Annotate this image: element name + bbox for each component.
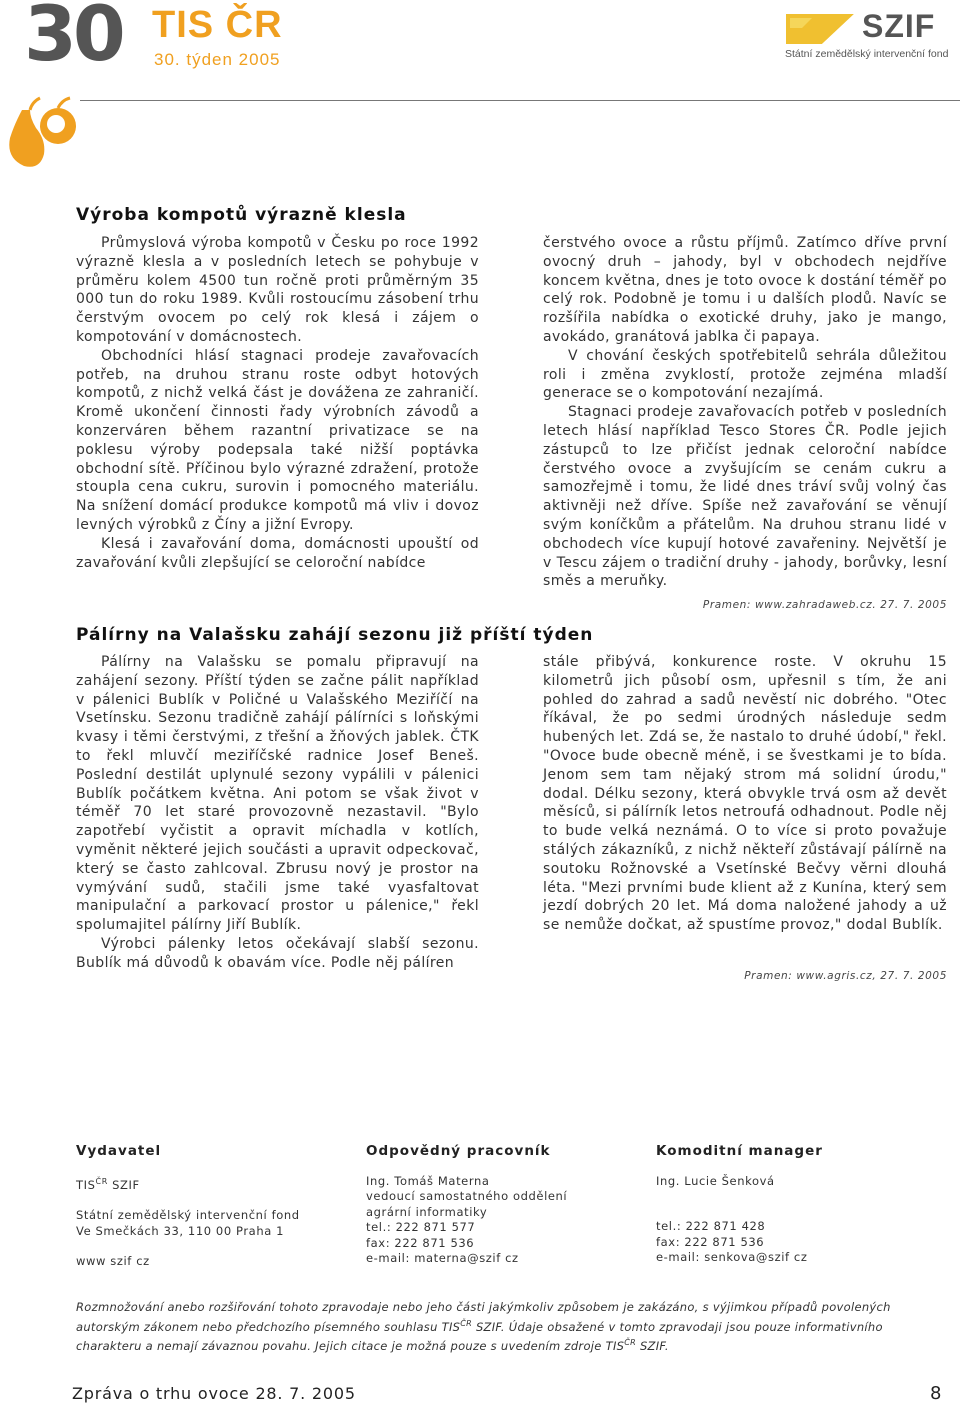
manager-email: e-mail: senkova@szif cz bbox=[656, 1250, 808, 1264]
article1-source: Pramen: www.zahradaweb.cz. 27. 7. 2005 bbox=[702, 599, 947, 611]
article1-paragraph: Obchodníci hlásí stagnaci prodeje zavařovacích potřeb, na druhou stranu roste odbyt hotových kompotů, z nichž velká část je dovážena ze zahraničí. Kromě ukončení činnosti řady výrobních závodů a konzerváren během razantní privatizace se na poklesu výroby podepsala také nižší poptávka obchodní sítě. Příčinou bylo výrazné zdražení, protože stoupla cena cukru, surovin i pomocného materiálu. Na snížení domácí produkce kompotů má vliv i dovoz levných výrobků z Číny a jižní Evropy. bbox=[76, 347, 479, 533]
footer-manager bbox=[656, 1144, 916, 1266]
article2-title: Pálírny na Valašsku zahájí sezonu již příští týden bbox=[76, 625, 594, 645]
article1-paragraph: Stagnaci prodeje zavařovacích potřeb v posledních letech hlásí například Tesco Stores ČR. Podle jejich zástupců to lze přičíst jednak celoroční nabídce čerstvého ovoce a zvyšujícím se cenám cukru a samozřejmě i tomu, že lidé dnes tráví svůj volný čas aktivněji než dříve. Spíše než zavařování se věnují svým koníčkům a přátelům. Na druhou stranu lidé v obchodech více kupují hotové zavařeniny. Největší je v Tescu zájem o tradiční druhy - jahody, borůvky, lesní směs a meruňky. bbox=[543, 404, 947, 590]
article1-paragraph: Průmyslová výroba kompotů v Česku po roce 1992 výrazně klesla a v posledních letech se pohybuje v průměru kolem 4500 tun ročně proti průměrným 35 000 tun do roku 1989. Kvůli rostoucímu zásobení trhu čerstvým ovocem po celý rok klesá i zájem o kompotování v domácnostech. bbox=[76, 235, 479, 345]
responsible-name: Ing. Tomáš Materna bbox=[366, 1173, 490, 1188]
manager-heading: Komoditní manager bbox=[656, 1143, 823, 1159]
publisher-name: $TIS^{ČR}$ SZIF bbox=[76, 1176, 140, 1192]
manager-fax: fax: 222 871 536 bbox=[656, 1234, 765, 1249]
publisher-web: www szif cz bbox=[76, 1254, 150, 1268]
article1-paragraph: V chování českých spotřebitelů sehrála důležitou roli i změna zvyklostí, protože zejména mladší generace se o kompotování nezajímá. bbox=[543, 347, 947, 402]
manager-name: Ing. Lucie Šenková bbox=[656, 1173, 775, 1188]
responsible-heading: Odpovědný pracovník bbox=[366, 1143, 551, 1159]
report-title: Zpráva o trhu ovoce 28. 7. 2005 bbox=[72, 1384, 356, 1403]
responsible-tel: tel.: 222 871 577 bbox=[366, 1220, 476, 1234]
article1-title: Výroba kompotů výrazně klesla bbox=[76, 205, 407, 225]
week-label: 30. týden 2005 bbox=[154, 50, 281, 69]
footer-responsible bbox=[366, 1144, 636, 1267]
footer-publisher bbox=[76, 1144, 346, 1270]
article2-source: Pramen: www.agris.cz, 27. 7. 2005 bbox=[744, 970, 947, 982]
copyright-disclaimer: Rozmnožování anebo rozšiřování tohoto zpravodaje nebo jeho části jakýmkoliv způsobem je zakázáno, s výjimkou případů povolených autorským zákonem nebo předchozího písemného souhlasu $TIS^{ČR}$ SZIF. Údaje obsažené v tomto zpravodaji jsou pouze informativního charakteru a nemají závaznou povahu. Jejich citace je možná pouze s uvedením zdroje $TIS^{ČR}$ SZIF. bbox=[76, 1300, 891, 1353]
issue-number: 30 bbox=[24, 0, 122, 78]
responsible-fax: fax: 222 871 536 bbox=[366, 1235, 475, 1250]
page-number: 8 bbox=[930, 1383, 942, 1404]
manager-tel: tel.: 222 871 428 bbox=[656, 1219, 766, 1233]
responsible-role: agrární informatiky bbox=[366, 1204, 488, 1219]
article2-left-column bbox=[76, 653, 479, 973]
article2-right-column bbox=[543, 653, 947, 935]
szif-logo-text: SZIF bbox=[862, 8, 936, 44]
article2-paragraph: Pálírny na Valašsku se pomalu připravují na zahájení sezony. Příští týden se začne pálit například v pálenici Bublík v Poličné u Valašského Meziříčí na Vsetínsku. Sezonu tradičně zahájí pálírníci s loňskými kvasy i těmi čerstvými, z třešní a žňových jablek. ČTK to řekl mluvčí meziříčské radnice Josef Beneš. Poslední destilát uplynulé sezony vypálili v pálenici Bublík počátkem května. Ani potom se však život v téměř 70 let staré provozovně nezastavil. "Bylo zapotřebí vyčistit a opravit míchadla v kotlích, vyměnit některé jejich součásti a upravit odpeckovač, který se často zahlcoval. Zbrusu nový je prostor na vymývání sudů, stačili jsme také vyasfaltovat manipulační a parkovací prostor u pálenice," řekl spolumajitel pálírny Jiří Bublík. bbox=[76, 654, 479, 934]
fruit-logo-icon bbox=[0, 80, 80, 170]
publisher-heading: Vydavatel bbox=[76, 1143, 162, 1159]
header-divider bbox=[0, 100, 960, 101]
brand-title: TIS ČR bbox=[152, 4, 283, 46]
article1-paragraph: Klesá i zavařování doma, domácnosti upouští od zavařování kvůli zlepšující se celoroční nabídce bbox=[76, 535, 479, 571]
article1-left-column bbox=[76, 234, 479, 572]
article2-paragraph: Výrobci pálenky letos očekávají slabší sezonu. Bublík má důvodů k obavám více. Podle něj pálíren bbox=[76, 935, 479, 971]
publisher-address: Ve Smečkách 33, 110 00 Praha 1 bbox=[76, 1223, 285, 1238]
responsible-role: vedoucí samostatného oddělení bbox=[366, 1189, 568, 1203]
szif-subtitle: Státní zemědělský intervenční fond bbox=[785, 48, 949, 60]
publisher-org: Státní zemědělský intervenční fond bbox=[76, 1208, 300, 1222]
responsible-email: e-mail: materna@szif cz bbox=[366, 1251, 519, 1265]
article1-paragraph: čerstvého ovoce a růstu příjmů. Zatímco dříve první ovocný druh – jahody, byl v obchodech nejdříve koncem května, dnes je toto ovoce k dostání téměř po celý rok. Podobně je tomu i u dalších plodů. Navíc se rozšířila nabídka o exotické druhy, jako je mango, avokádo, granátová jablka či papaya. bbox=[543, 235, 947, 345]
article2-paragraph: stále přibývá, konkurence roste. V okruhu 15 kilometrů jich působí osm, upřesnil s tím, že ani pohled do zahrad a sadů nevěstí nic dobrého. "Otec říkával, že po sedmi úrodných následuje sedm hubených let. Zdá se, že nastalo to druhé údobí," řekl. "Ovoce bude obecně méně, i se švestkami je to bída. Jenom sem tam nějaký strom má solidní úrodu," dodal. Délku sezony, která obvykle trvá osm až devět měsíců, si pálírník letos netroufá odhadnout. Podle něj to bude velká neznámá. O to více si proto považuje stálých zákazníků, z nichž někteří zůstávají pálírně na soutoku Rožnovské a Vsetínské Bečvy věrni dlouhá léta. "Mezi prvními bude klient až z Kunína, který sem jezdí dobrých 20 let. Má doma naložené jahody a už se nemůže dočkat, až spustíme provoz," dodal Bublík. bbox=[543, 654, 947, 934]
article1-right-column bbox=[543, 234, 947, 591]
